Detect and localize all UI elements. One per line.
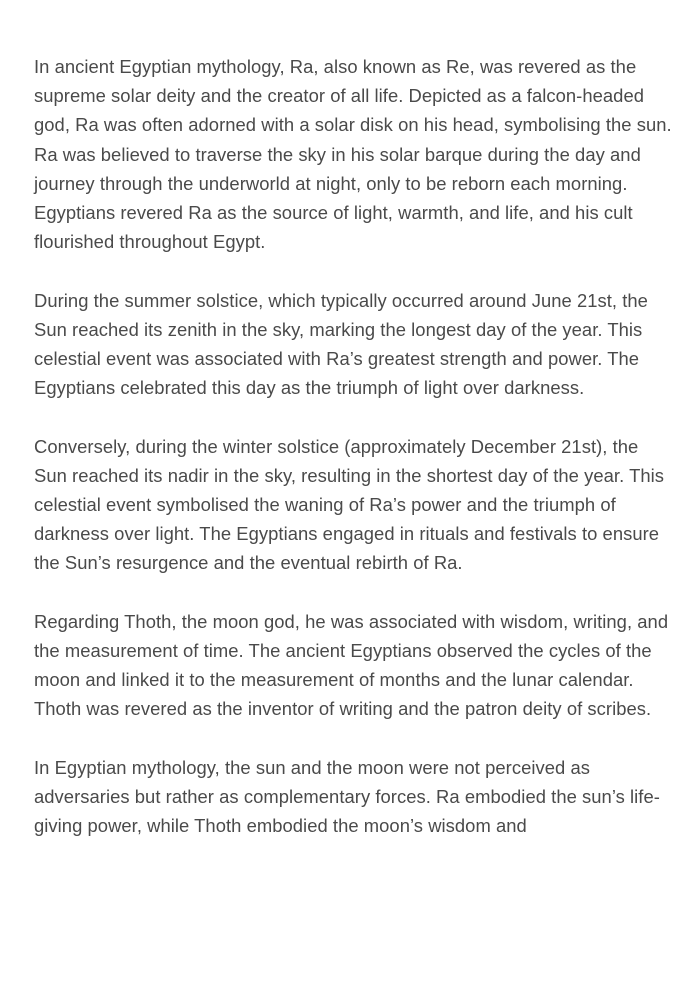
- paragraph-sun-and-moon: In Egyptian mythology, the sun and the moon were not perceived as adversaries but rather as complementary forces. Ra embodied the sun’s life-giving power, while Thoth embodied the moon’s wisdom and: [34, 756, 660, 837]
- paragraph-thoth: Regarding Thoth, the moon god, he was associated with wisdom, writing, and the measurement of time. The ancient Egyptians observed the cycles of the moon and linked it to the measurement of months and the lunar calendar. Thoth was revered as the inventor of writing and the patron deity of scribes.: [34, 610, 669, 720]
- paragraph-ra: In ancient Egyptian mythology, Ra, also known as Re, was revered as the supreme solar deity and the creator of all life. Depicted as a falcon-headed god, Ra was often adorned with a solar disk on his head, symbolising the sun. Ra was believed to traverse the sky in his solar barque during the day and journey through the underworld at night, only to be reborn each morning. Egyptians revered Ra as the source of light, warmth, and life, and his cult flourished throughout Egypt.: [34, 56, 672, 253]
- article-body: [34, 52, 674, 870]
- paragraph-winter-solstice: Conversely, during the winter solstice (approximately December 21st), the Sun reached its nadir in the sky, resulting in the shortest day of the year. This celestial event symbolised the waning of Ra’s power and the triumph of darkness over light. The Egyptians engaged in rituals and festivals to ensure the Sun’s resurgence and the eventual rebirth of Ra.: [34, 435, 665, 574]
- paragraph-summer-solstice: During the summer solstice, which typically occurred around June 21st, the Sun reached its zenith in the sky, marking the longest day of the year. This celestial event was associated with Ra’s greatest strength and power. The Egyptians celebrated this day as the triumph of light over darkness.: [34, 289, 648, 399]
